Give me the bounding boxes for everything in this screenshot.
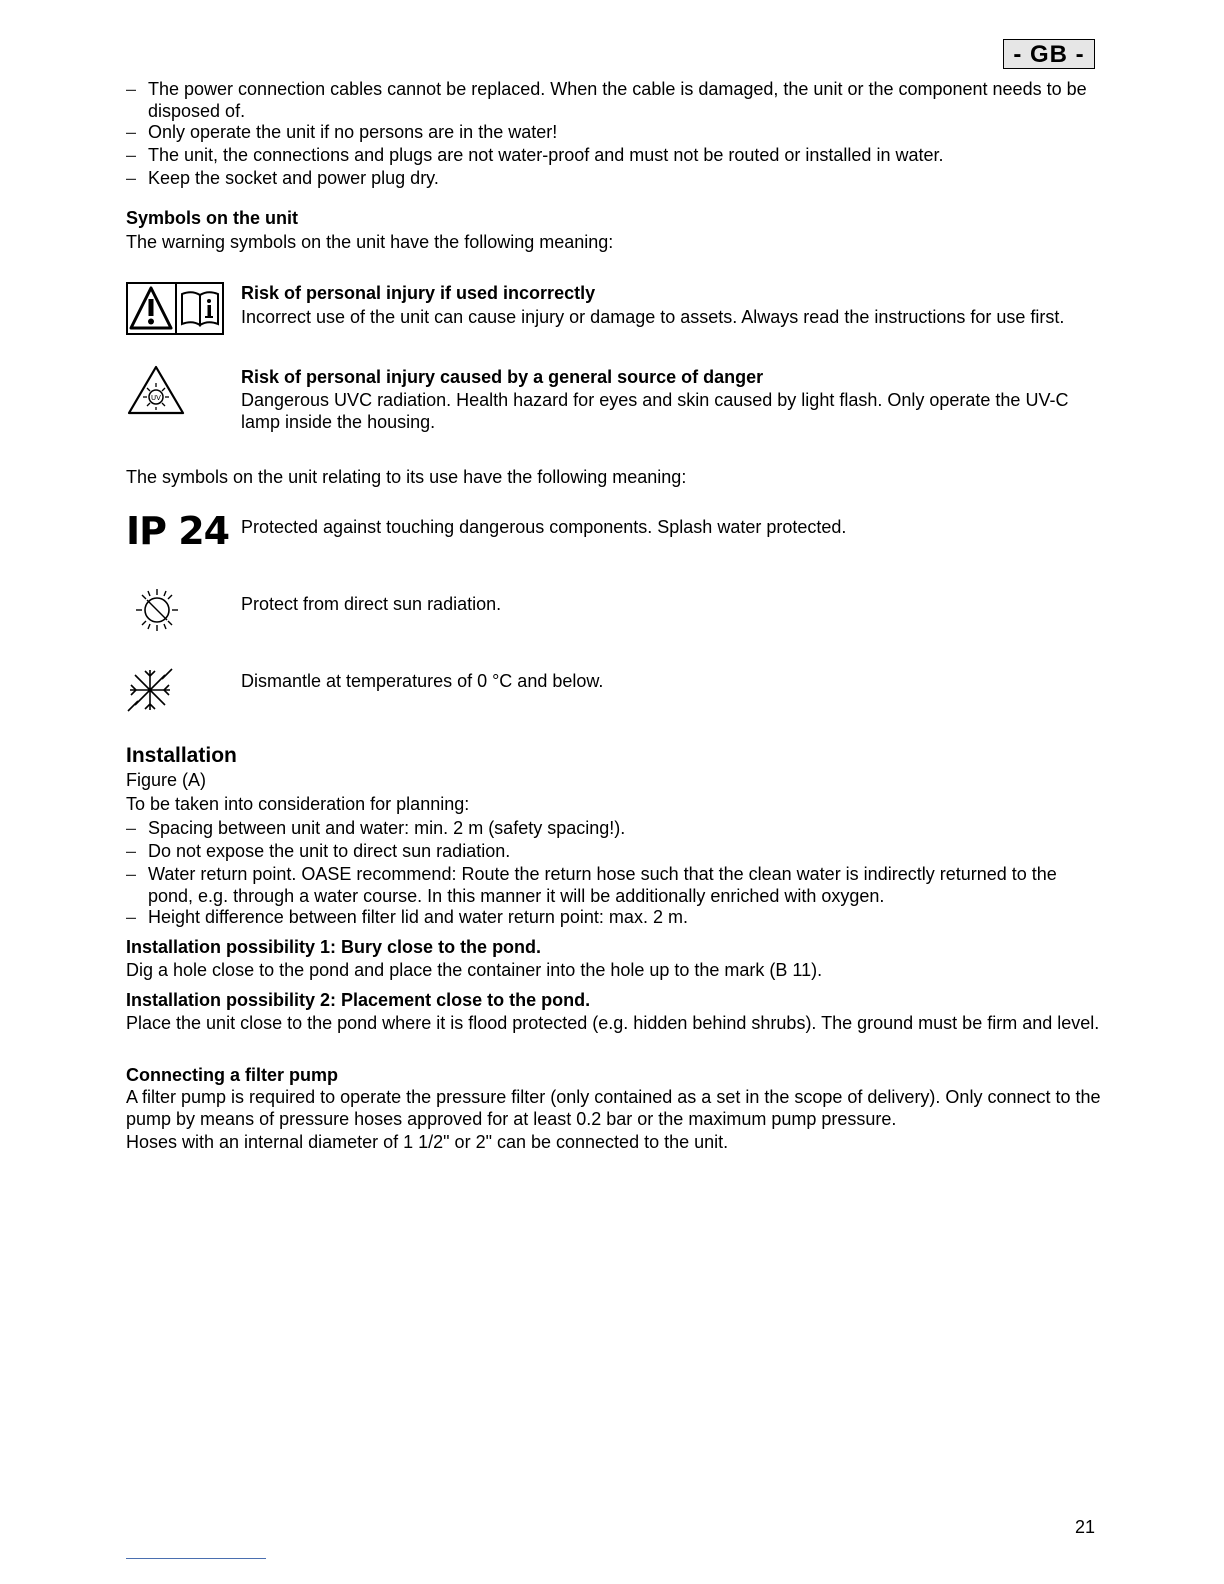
bullet-marker: –	[126, 145, 137, 165]
language-badge: - GB -	[1003, 39, 1095, 69]
list-item	[126, 122, 1101, 144]
list-item	[126, 145, 1101, 167]
warning-title: Risk of personal injury caused by a general source of danger	[241, 367, 764, 387]
page-number: 21	[1075, 1517, 1096, 1537]
symbol-description: Protected against touching dangerous components. Splash water protected.	[241, 517, 847, 537]
pump-title: Connecting a filter pump	[126, 1065, 339, 1085]
warning-read-manual-icon	[126, 282, 224, 340]
list-item-text: The unit, the connections and plugs are not water-proof and must not be routed or installed in water.	[148, 145, 944, 165]
list-item-text: Do not expose the unit to direct sun radiation.	[148, 841, 511, 861]
figure-reference: Figure (A)	[126, 770, 207, 790]
list-item-text: Spacing between unit and water: min. 2 m (safety spacing!).	[148, 818, 626, 838]
bullet-marker: –	[126, 122, 137, 142]
footer-divider	[126, 1558, 266, 1559]
no-sun-icon	[134, 587, 180, 638]
option1-text: Dig a hole close to the pond and place the container into the hole up to the mark (B 11).	[126, 960, 823, 980]
list-item	[126, 907, 1101, 929]
bullet-marker: –	[126, 841, 137, 861]
option2-text: Place the unit close to the pond where it is flood protected (e.g. hidden behind shrubs). The ground must be firm and level.	[126, 1013, 1100, 1033]
symbol-description: Protect from direct sun radiation.	[241, 594, 502, 614]
bullet-marker: –	[126, 818, 137, 838]
option2-title: Installation possibility 2: Placement close to the pond.	[126, 990, 591, 1010]
list-item-text: Height difference between filter lid and water return point: max. 2 m.	[148, 907, 688, 927]
warning-title: Risk of personal injury if used incorrectly	[241, 283, 596, 303]
warning-text: Dangerous UVC radiation. Health hazard for eyes and skin caused by light flash. Only operate the UV-C lamp inside the housing.	[241, 390, 1069, 432]
pump-text-2: Hoses with an internal diameter of 1 1/2" or 2" can be connected to the unit.	[126, 1132, 729, 1152]
list-item-text: Keep the socket and power plug dry.	[148, 168, 439, 188]
section-intro: The symbols on the unit relating to its use have the following meaning:	[126, 467, 687, 487]
bullet-marker: –	[126, 864, 137, 884]
frost-icon	[126, 667, 174, 718]
bullet-marker: –	[126, 907, 137, 927]
section-heading: Installation	[126, 744, 237, 767]
list-item	[126, 818, 1101, 840]
list-item-text: Only operate the unit if no persons are in the water!	[148, 122, 558, 142]
list-item-text: The power connection cables cannot be replaced. When the cable is damaged, the unit or the component needs to be disposed of.	[148, 79, 1087, 121]
bullet-marker: –	[126, 79, 137, 99]
option1-title: Installation possibility 1: Bury close to the pond.	[126, 937, 542, 957]
list-item-text: Water return point. OASE recommend: Route the return hose such that the clean water is indirectly returned to the pond, e.g. through a water course. In this manner it will be additionally enriched with oxygen.	[148, 864, 1057, 906]
section-intro: The warning symbols on the unit have the following meaning:	[126, 232, 614, 252]
list-item	[126, 79, 1101, 123]
warning-text: Incorrect use of the unit can cause injury or damage to assets. Always read the instructions for use first.	[241, 307, 1065, 327]
warning-description	[241, 366, 1101, 433]
warning-description	[241, 282, 1101, 328]
list-item	[126, 864, 1101, 908]
bullet-marker: –	[126, 168, 137, 188]
pump-text: A filter pump is required to operate the pressure filter (only contained as a set in the scope of delivery). Only connect to the pump by means of pressure hoses approved for at least 0.2 bar or the maximum pump pressure.	[126, 1087, 1101, 1129]
planning-intro: To be taken into consideration for planning:	[126, 794, 470, 814]
section-heading: Symbols on the unit	[126, 208, 299, 228]
uv-radiation-warning-icon	[126, 364, 186, 421]
symbol-description: Dismantle at temperatures of 0 °C and below.	[241, 671, 604, 691]
list-item	[126, 841, 1101, 863]
svg-text:UV: UV	[151, 394, 161, 402]
list-item	[126, 168, 1101, 190]
ip24-icon: IP 24	[126, 509, 230, 553]
